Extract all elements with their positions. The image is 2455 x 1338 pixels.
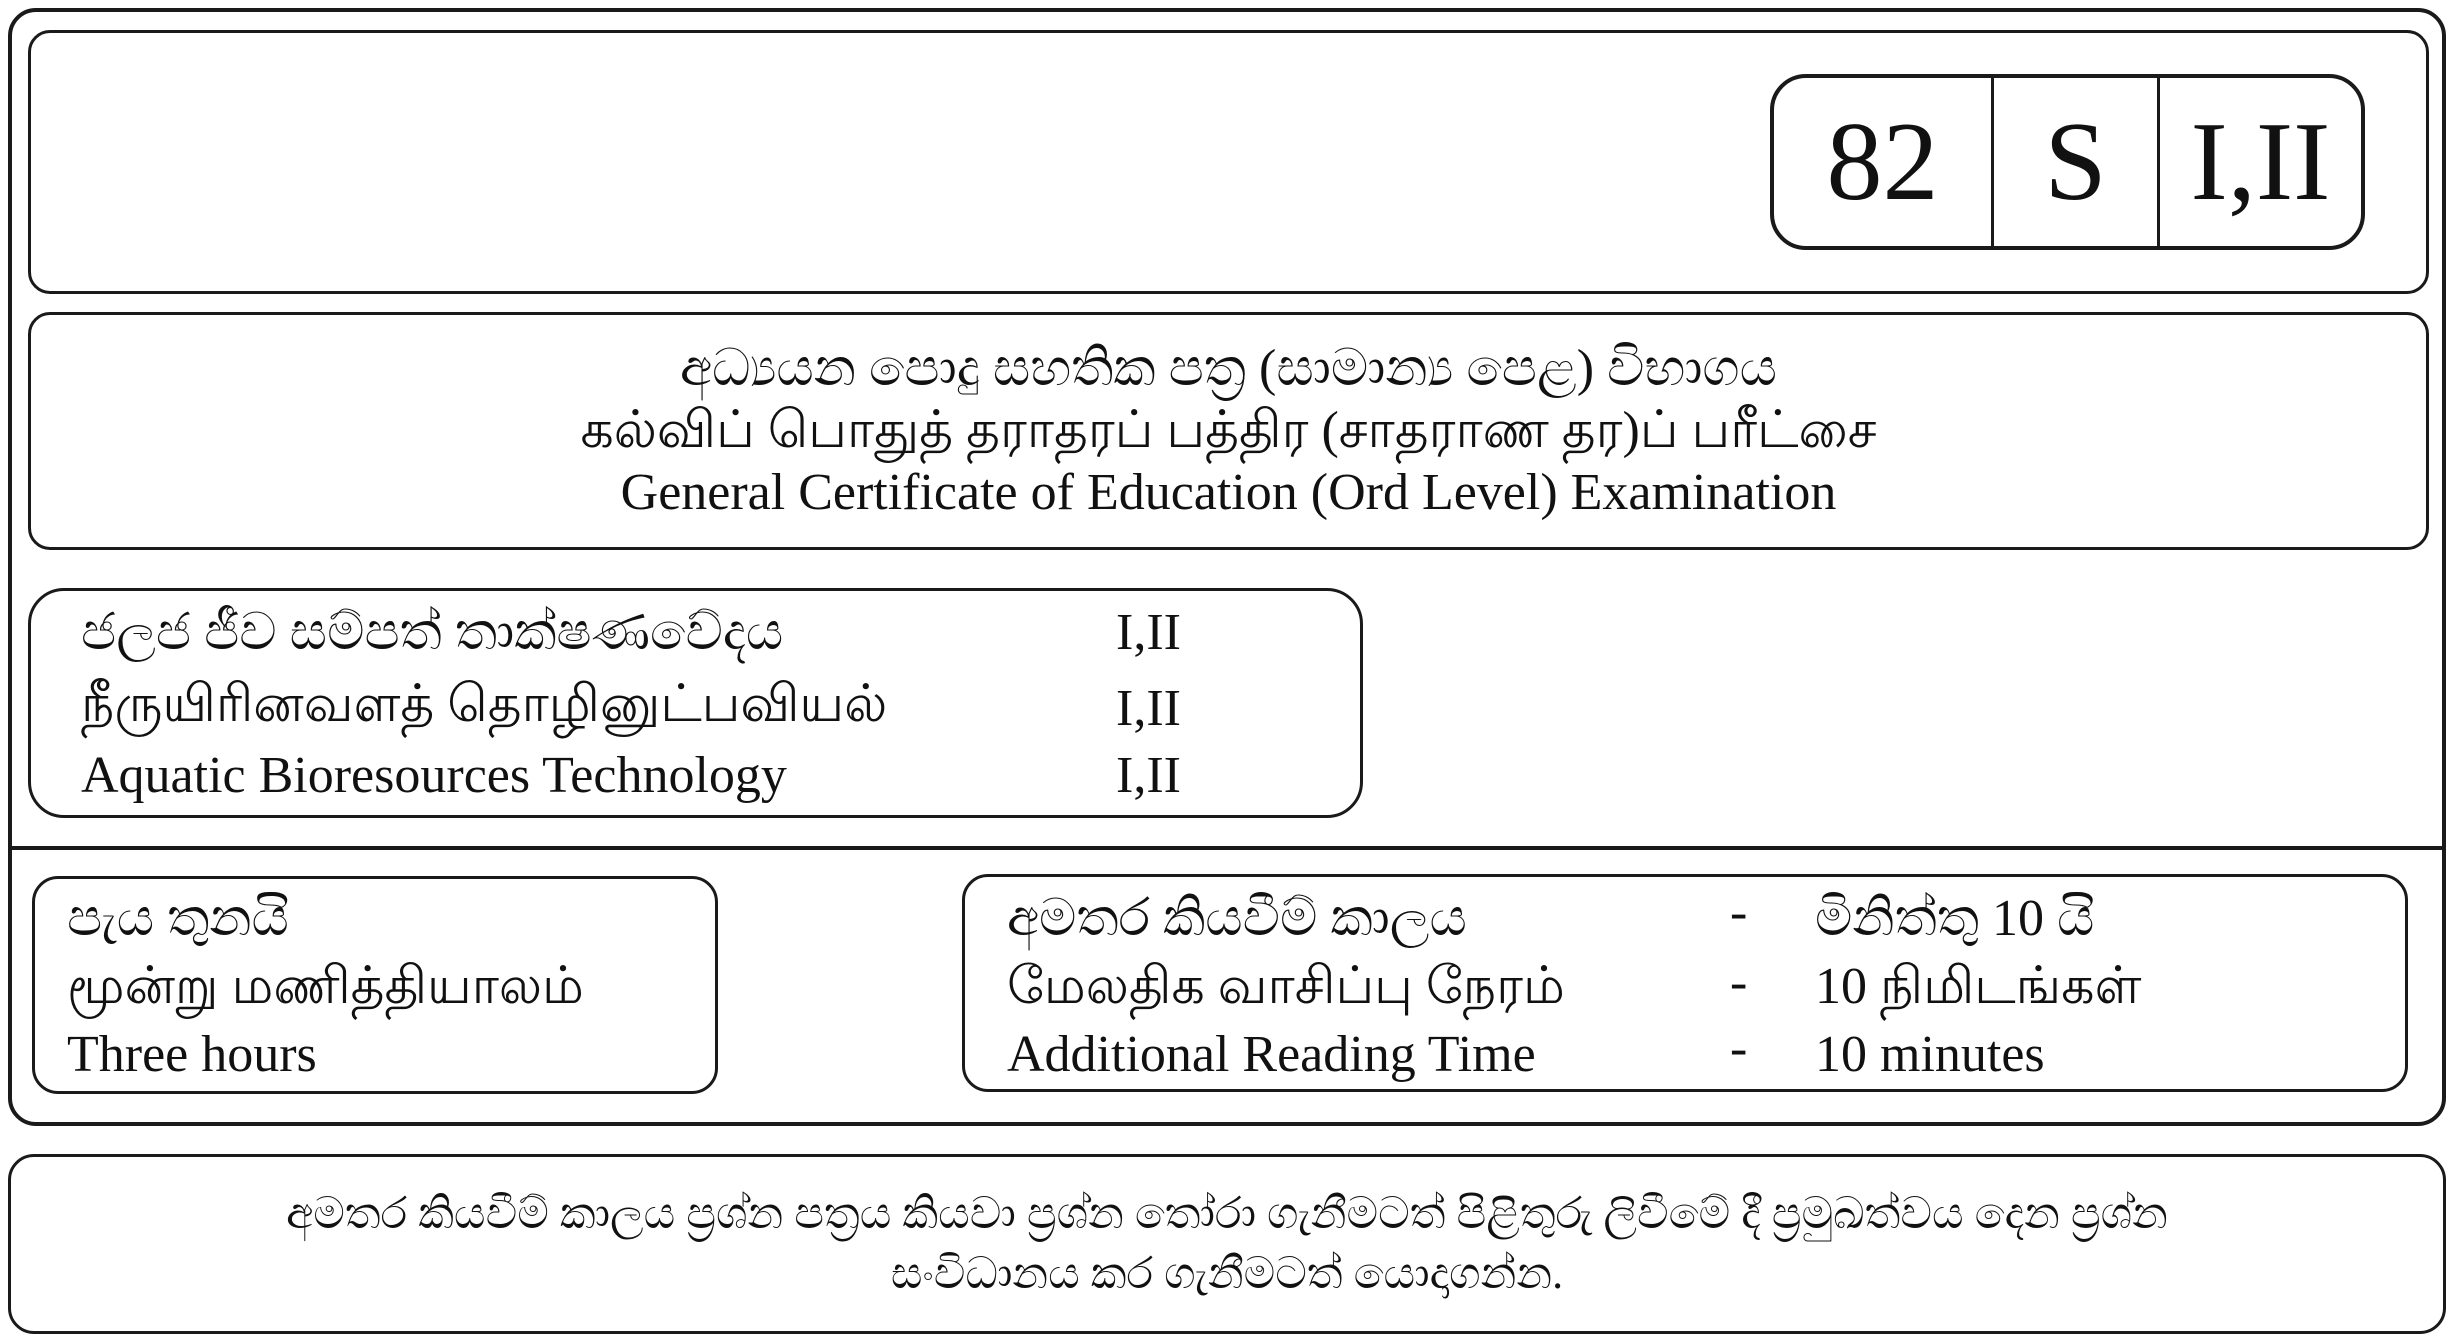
subject-number: 82 (1774, 78, 1994, 246)
reading-dash-sinhala: - (1730, 884, 1748, 941)
reading-time-box (962, 874, 2408, 1092)
subject-papers-english: I,II (1116, 747, 1181, 804)
reading-dash-english: - (1730, 1020, 1748, 1077)
exam-title-tamil: கல்விப் பொதுத் தராதரப் பத்திர (சாதராண தர)ப் பரீட்சை (580, 402, 1877, 459)
instruction-box (8, 1154, 2446, 1334)
subject-papers-sinhala: I,II (1116, 604, 1181, 661)
reading-label-tamil: மேலதிக வாசிப்பு நேரம் (1007, 958, 1565, 1015)
exam-title-box (28, 312, 2429, 550)
reading-value-sinhala: මිනිත්තු 10 යි (1815, 890, 2095, 947)
medium-code: S (1994, 78, 2160, 246)
paper-code-box (1770, 74, 2365, 250)
instruction-line-1: අමතර කියවීම් කාලය ප්‍රශ්න පත්‍රය කියවා ප්‍රශ්න තෝරා ගැනීමටත් පිළිතුරු ලිවීමේ දී ප්‍රමුඛත්වය දෙන ප්‍රශ්න (286, 1189, 2168, 1238)
duration-box (32, 876, 718, 1094)
instruction-line-2: සංවිධානය කර ගැනීමටත් යොදාගන්න. (890, 1249, 1564, 1298)
reading-label-english: Additional Reading Time (1007, 1026, 1536, 1083)
reading-value-english: 10 minutes (1815, 1026, 2045, 1083)
reading-label-sinhala: අමතර කියවීම් කාලය (1007, 890, 1467, 947)
exam-title-sinhala: අධ්‍යයන පොදු සහතික පත්‍ර (සාමාන්‍ය පෙළ) විභාගය (680, 340, 1777, 397)
reading-dash-tamil: - (1730, 954, 1748, 1011)
subject-box (28, 588, 1363, 818)
duration-tamil: மூன்று மணித்தியாலம் (67, 958, 584, 1015)
reading-value-tamil: 10 நிமிடங்கள் (1815, 958, 2142, 1015)
duration-sinhala: පැය තුනයි (67, 890, 289, 947)
subject-name-sinhala: ජලජ ජීව සම්පත් තාක්ෂණවේදය (81, 604, 784, 661)
duration-english: Three hours (67, 1026, 317, 1083)
subject-name-english: Aquatic Bioresources Technology (81, 747, 787, 804)
section-divider (8, 846, 2446, 850)
exam-title-english: General Certificate of Education (Ord Level) Examination (620, 464, 1837, 521)
subject-papers-tamil: I,II (1116, 680, 1181, 737)
paper-numbers: I,II (2190, 100, 2331, 224)
subject-name-tamil: நீருயிரினவளத் தொழினுட்பவியல் (81, 676, 888, 733)
